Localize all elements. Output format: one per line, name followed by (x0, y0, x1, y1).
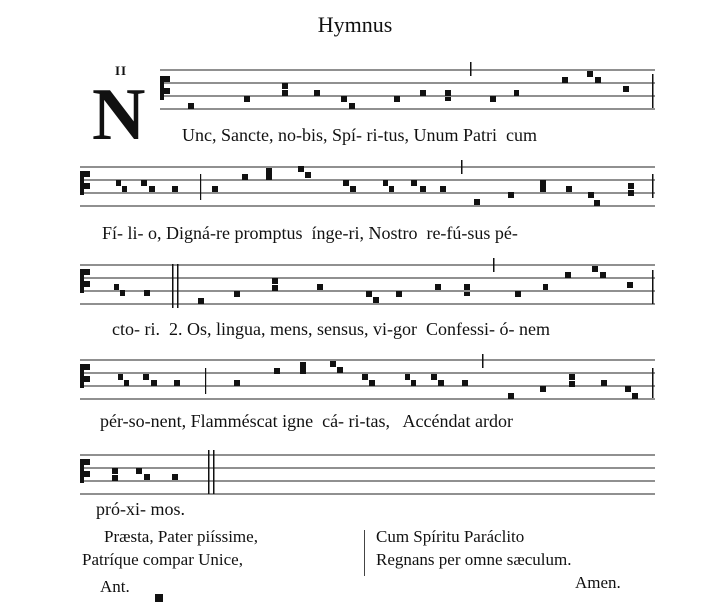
antiphon-initial-mark (155, 594, 163, 602)
mode-number: II (115, 63, 128, 78)
initial-letter: N (92, 74, 146, 156)
antiphon-label: Ant. (100, 577, 130, 596)
staff-3 (80, 265, 655, 304)
hymn-title: Hymnus (317, 12, 393, 37)
staff-5 (80, 455, 655, 494)
verse-left-1: Præsta, Pater piíssime, (104, 527, 258, 546)
neumes-staff-1 (188, 62, 654, 109)
column-separator (364, 530, 365, 576)
neumes-staff-5 (112, 450, 215, 494)
lyric-line-3: cto- ri. 2. Os, lingua, mens, sensus, vi-gor Confessi- ó- nem (112, 319, 550, 339)
clef-icon (80, 459, 90, 483)
lyric-line-2: Fí- li- o, Digná-re promptus ínge-ri, Nostro re-fú-sus pé- (102, 223, 518, 243)
clef-icon (80, 269, 90, 293)
lyric-line-1: Unc, Sancte, no-bis, Spí- ri-tus, Unum Patri cum (182, 125, 537, 145)
lyric-line-5: pró-xi- mos. (96, 499, 185, 519)
staff-1 (160, 70, 655, 109)
neumes-staff-4 (118, 354, 654, 399)
lyric-line-4: pér-so-nent, Flamméscat igne cá- ri-tas, Accéndat ardor (100, 411, 513, 431)
verse-right-1: Cum Spíritu Paráclito (376, 527, 525, 546)
verse-right-2: Regnans per omne sæculum. (376, 550, 572, 569)
clef-icon (80, 364, 90, 388)
clef-icon (80, 171, 90, 195)
verse-left-2: Patríque compar Unice, (82, 550, 243, 569)
amen-text: Amen. (575, 573, 621, 592)
